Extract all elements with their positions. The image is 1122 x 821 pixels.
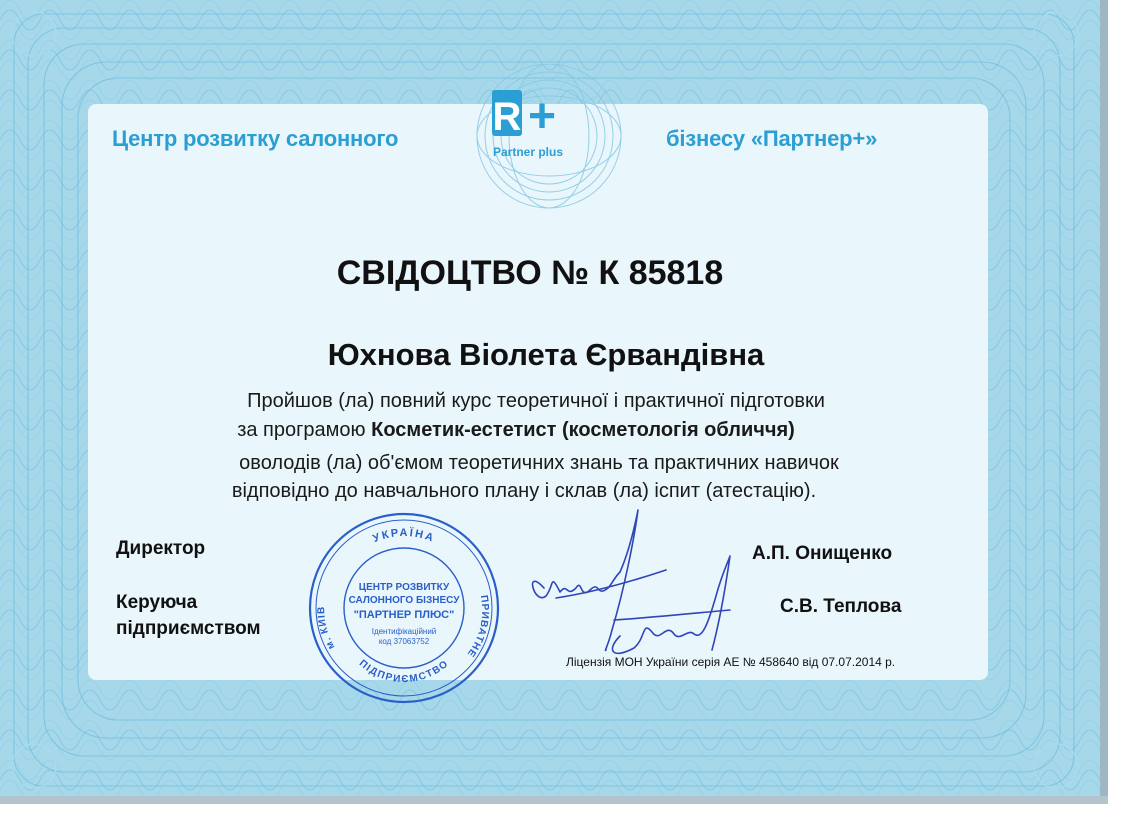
svg-text:R: R (492, 95, 522, 139)
stamp-bottom-text: ПІДПРИЄМСТВО (356, 658, 452, 686)
stamp-code-line-1: Ідентифікаційний (371, 627, 437, 636)
header-right-text: бізнесу «Партнер+» (666, 126, 878, 151)
license-text: Ліцензія МОН України серія АЕ № 458640 від 07.07.2014 р. (566, 655, 896, 669)
stamp-center-line-1: ЦЕНТР РОЗВИТКУ (358, 582, 450, 593)
body-line-4: відповідно до навчального плану і склав (ла) іспит (атестацію). (231, 480, 817, 502)
program-prefix: за програмою (237, 419, 372, 441)
certificate-title: СВІДОЦТВО № К 85818 (336, 254, 724, 292)
stamp-right-text: ПРИВАТНЕ (464, 594, 491, 660)
header-left-text: Центр розвитку салонного (112, 126, 399, 151)
manager-name: С.В. Теплова (780, 596, 902, 617)
logo-caption: Partner plus (492, 145, 564, 159)
svg-text:ПРИВАТНЕ (464, 594, 490, 659)
body-line-2 (0, 419, 1032, 442)
program-name: Косметик-естетист (косметологія обличчя) (371, 419, 795, 441)
partner-plus-logo (444, 64, 654, 214)
manager-label-line-2: підприємством (116, 618, 261, 639)
handwritten-signatures (516, 500, 776, 680)
director-label: Директор (116, 538, 206, 559)
svg-text:УКРАЇНА (371, 526, 436, 545)
stamp-center-line-2: САЛОННОГО БІЗНЕСУ (348, 595, 460, 606)
stamp-code-line-2: код 37063752 (378, 637, 430, 646)
svg-text:ПІДПРИЄМСТВО (357, 658, 451, 685)
manager-label (116, 590, 261, 642)
stamp-top-text: УКРАЇНА (371, 526, 437, 546)
official-stamp (304, 508, 504, 708)
svg-text:+: + (527, 90, 557, 143)
stamp-center-line-3: "ПАРТНЕР ПЛЮС" (353, 609, 455, 621)
recipient-name: Юхнова Віолета Єрвандівна (327, 337, 765, 372)
body-line-3: оволодів (ла) об'ємом теоретичних знань та практичних навичок (239, 452, 839, 474)
director-name: А.П. Онищенко (752, 543, 893, 564)
manager-label-line-1: Керуюча (116, 592, 198, 613)
body-line-1: Пройшов (ла) повний курс теоретичної і практичної підготовки (247, 390, 825, 412)
stamp-left-text: м. КИЇВ (316, 605, 338, 651)
